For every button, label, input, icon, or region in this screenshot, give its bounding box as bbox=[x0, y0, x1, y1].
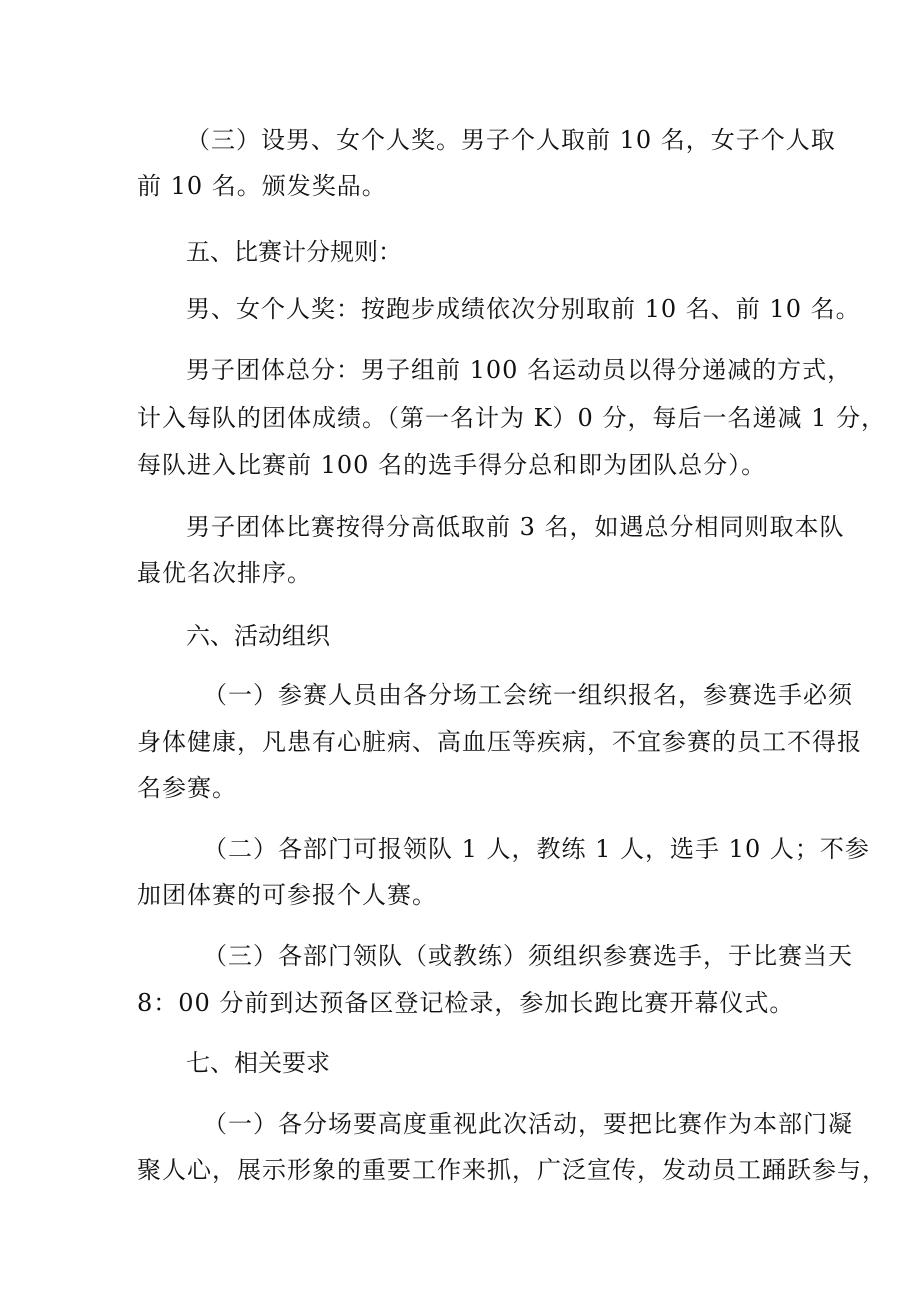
paragraph-line: （一）各分场要高度重视此次活动，要把比赛作为本部门凝 bbox=[203, 1110, 853, 1138]
paragraph-line: 计入每队的团体成绩。（第一名计为 K）0 分，每后一名递减 1 分， bbox=[137, 404, 886, 432]
paragraph-line: 最优名次排序。 bbox=[137, 559, 312, 587]
paragraph-line: 名参赛。 bbox=[137, 774, 237, 802]
paragraph-line: 男子团体总分：男子组前 100 名运动员以得分递减的方式， bbox=[186, 356, 853, 384]
paragraph-line: 男、女个人奖：按跑步成绩依次分别取前 10 名、前 10 名。 bbox=[186, 295, 861, 323]
paragraph-line: 每队进入比赛前 100 名的选手得分总和即为团队总分）。 bbox=[137, 451, 767, 479]
paragraph-line: （三）各部门领队（或教练）须组织参赛选手，于比赛当天 bbox=[203, 942, 853, 970]
paragraph-line: 加团体赛的可参报个人赛。 bbox=[137, 881, 437, 909]
section-heading: 七、相关要求 bbox=[186, 1049, 330, 1077]
paragraph-line: （二）各部门可报领队 1 人，教练 1 人，选手 10 人；不参 bbox=[203, 835, 870, 863]
paragraph-line: 聚人心，展示形象的重要工作来抓，广泛宣传，发动员工踊跃参与， bbox=[137, 1156, 887, 1184]
paragraph-line: 前 10 名。颁发奖品。 bbox=[137, 172, 387, 200]
section-heading: 六、活动组织 bbox=[186, 622, 330, 650]
paragraph-line: 身体健康，凡患有心脏病、高血压等疾病，不宜参赛的员工不得报 bbox=[137, 728, 862, 756]
paragraph-line: 8：00 分前到达预备区登记检录，参加长跑比赛开幕仪式。 bbox=[137, 989, 795, 1017]
paragraph-line: （一）参赛人员由各分场工会统一组织报名，参赛选手必须 bbox=[203, 681, 853, 709]
section-heading: 五、比赛计分规则： bbox=[186, 238, 402, 266]
paragraph-line: 男子团体比赛按得分高低取前 3 名，如遇总分相同则取本队 bbox=[186, 513, 845, 541]
paragraph-line: （三）设男、女个人奖。男子个人取前 10 名，女子个人取 bbox=[186, 126, 836, 154]
